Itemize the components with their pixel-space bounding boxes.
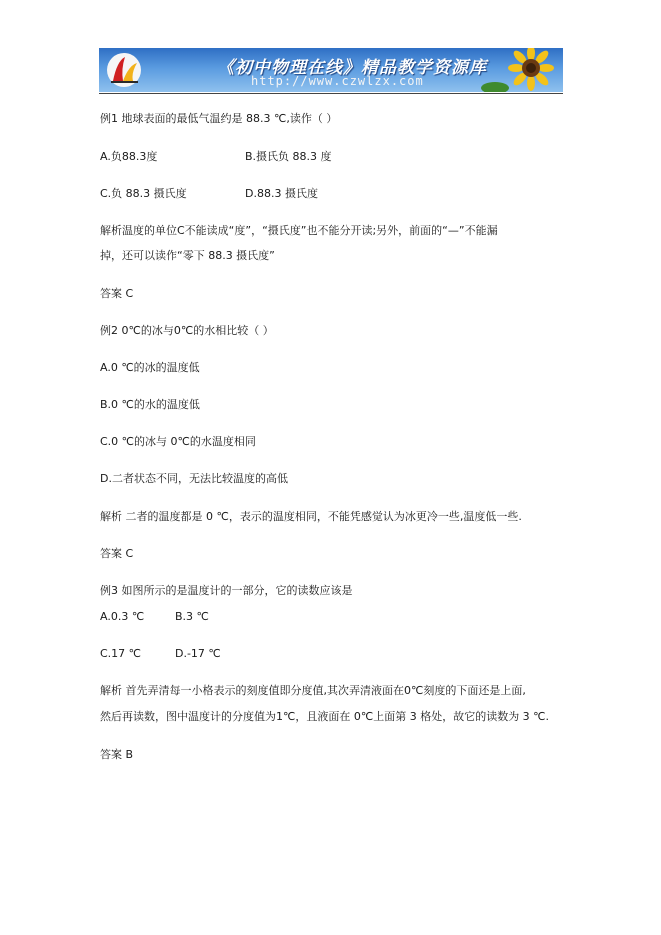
site-logo-icon: [105, 51, 143, 89]
q2-option-d: D.二者状态不同，无法比较温度的高低: [100, 472, 288, 485]
q3-option-b: B.3 ℃: [175, 610, 209, 623]
header-banner: [99, 48, 563, 92]
q1-option-a: A.负88.3度: [100, 150, 158, 163]
sunflower-icon: [481, 48, 563, 92]
q1-option-c: C.负 88.3 摄氏度: [100, 187, 187, 200]
q3-option-c: C.17 ℃: [100, 647, 142, 660]
banner-url[interactable]: http://www.czwlzx.com: [251, 74, 424, 88]
q2-stem: 例2 0℃的冰与0℃的水相比较（ ）: [100, 324, 274, 337]
banner-divider: [99, 93, 563, 94]
q1-option-b: B.摄氏负 88.3 度: [245, 150, 332, 163]
q3-answer: 答案 B: [100, 748, 134, 761]
q2-option-c: C.0 ℃的冰与 0℃的水温度相同: [100, 435, 256, 448]
q1-stem: 例1 地球表面的最低气温约是 88.3 ℃,读作（ ）: [100, 112, 338, 125]
q2-analysis: 解析 二者的温度都是 0 ℃，表示的温度相同，不能凭感觉认为冰更冷一些,温度低一些.: [100, 510, 522, 523]
q1-analysis-line-2: 掉，还可以读作“零下 88.3 摄氏度”: [100, 249, 275, 262]
q1-answer: 答案 C: [100, 287, 134, 300]
banner-title: 《初中物理在线》精品教学资源库: [217, 58, 487, 78]
q2-option-b: B.0 ℃的水的温度低: [100, 398, 200, 411]
q3-option-d: D.-17 ℃: [175, 647, 221, 660]
q1-analysis-line-1: 解析温度的单位C不能读成“度”，“摄氏度”也不能分开读;另外，前面的“—”不能漏: [100, 224, 498, 237]
q3-stem: 例3 如图所示的是温度计的一部分，它的读数应该是: [100, 584, 353, 597]
q1-option-d: D.88.3 摄氏度: [245, 187, 318, 200]
q3-option-a: A.0.3 ℃: [100, 610, 145, 623]
q2-answer: 答案 C: [100, 547, 134, 560]
q3-analysis-line-2: 然后再读数，图中温度计的分度值为1℃，且液面在 0℃上面第 3 格处，故它的读数为 3 ℃.: [100, 710, 550, 723]
q2-option-a: A.0 ℃的冰的温度低: [100, 361, 200, 374]
q3-analysis-line-1: 解析 首先弄清每一小格表示的刻度值即分度值,其次弄清液面在0℃刻度的下面还是上面,: [100, 684, 526, 697]
